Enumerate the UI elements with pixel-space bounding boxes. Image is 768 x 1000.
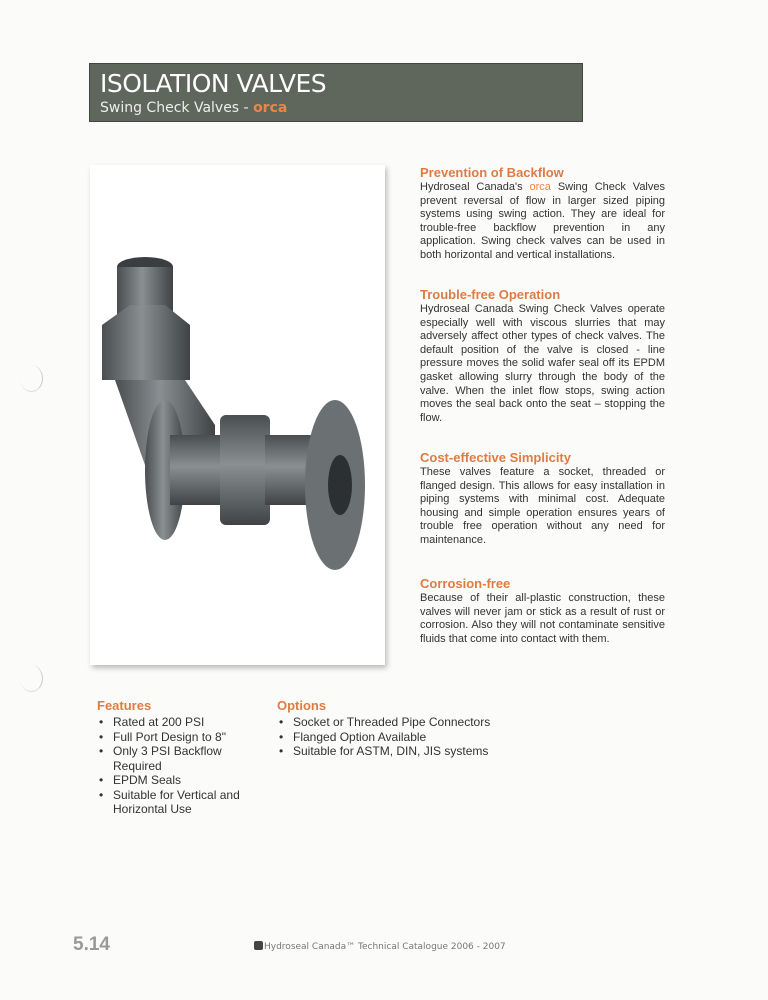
section-corrosion-free (420, 576, 665, 646)
title-banner (89, 63, 583, 122)
section-heading: Prevention of Backflow (420, 165, 564, 180)
options-list (277, 698, 557, 759)
section-text: Because of their all-plastic construction, these valves will never jam or stick as a result of rust or corrosion. Also they will not contaminate sensitive fluids that come into contact with them. (420, 592, 665, 645)
option-item: • Flanged Option Available (293, 730, 557, 745)
punch-hole (20, 365, 43, 392)
section-cost-effective-simplicity (420, 450, 665, 548)
features-heading: Features (97, 698, 152, 713)
swing-check-valve-image (90, 165, 385, 665)
section-heading: Cost-effective Simplicity (420, 450, 571, 465)
page-number: 5.14 (73, 934, 110, 955)
footer-catalogue (254, 941, 506, 952)
options-heading: Options (277, 698, 327, 713)
section-heading: Corrosion-free (420, 576, 511, 591)
section-heading: Trouble-free Operation (420, 287, 561, 302)
feature-item: • Only 3 PSI Backflow Required (113, 744, 233, 773)
hydroseal-logo-icon (254, 941, 263, 950)
section-text: These valves feature a socket, threaded or flanged design. This allows for easy installation in piping systems with minimal cost. Adequate housing and simple operation ensures years of trouble free operation without any need for maintenance. (420, 466, 665, 546)
text-lead: Hydroseal Canada's (420, 181, 530, 193)
punch-hole (20, 665, 43, 692)
brand-name: orca (529, 181, 551, 193)
section-text: Hydroseal Canada Swing Check Valves operate especially well with viscous slurries that may adversely affect other types of check valves. The default position of the valve is closed - line pressure moves the solid wafer seal off its EPDM gasket allowing slurry through the body of the valve. When the inlet flow stops, swing action moves the seal back onto the seat – stopping the flow. (420, 303, 665, 424)
option-item: • Socket or Threaded Pipe Connectors (293, 715, 557, 730)
catalogue-text: Hydroseal Canada™ Technical Catalogue 2006 - 2007 (264, 942, 506, 952)
feature-item: • Suitable for Vertical and Horizontal Use (113, 788, 253, 817)
brand-name: orca (253, 100, 288, 116)
subtitle-text: Swing Check Valves - (100, 100, 254, 116)
feature-item: • Rated at 200 PSI (113, 715, 257, 730)
feature-item: • Full Port Design to 8" (113, 730, 257, 745)
page-subtitle (100, 100, 287, 116)
page-title: ISOLATION VALVES (100, 69, 327, 98)
section-trouble-free-operation (420, 287, 665, 425)
section-text (420, 181, 665, 263)
valve-photo (90, 165, 385, 665)
feature-item: • EPDM Seals (113, 773, 257, 788)
section-prevention-of-backflow (420, 165, 665, 263)
text-body: Swing Check Valves prevent reversal of flow in larger sized piping systems using swing action. They are ideal for trouble-free backflow prevention in any application. Swing check valves can be used in both horizontal and vertical installations. (420, 181, 665, 261)
features-list (97, 698, 257, 817)
option-item: • Suitable for ASTM, DIN, JIS systems (293, 744, 557, 759)
